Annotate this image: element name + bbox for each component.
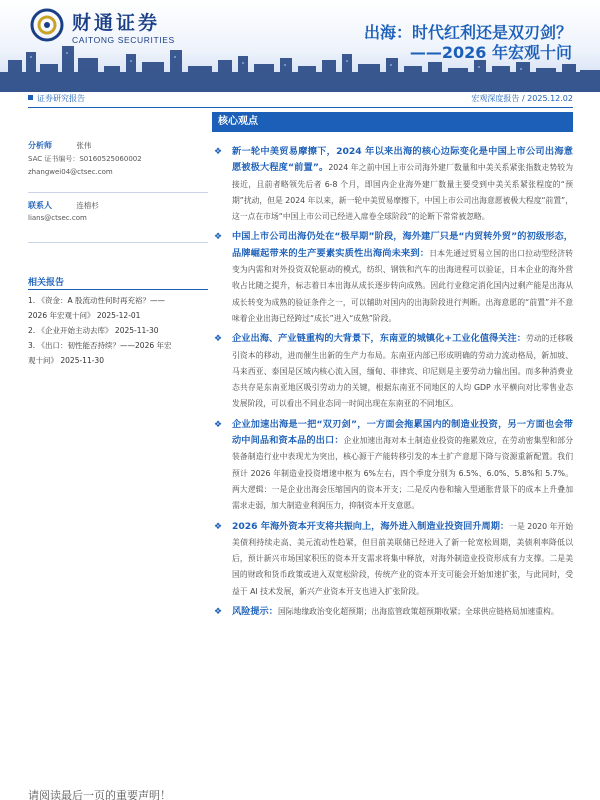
- report-meta-bar: [28, 93, 573, 107]
- logo-mark-icon: [30, 8, 64, 42]
- core-paragraph-lead: 新一轮中美贸易摩擦下，2024 年以来出海的核心边际变化是中国上市公司出海意愿被极大程度“前置”。: [232, 146, 573, 174]
- report-type-label: [28, 93, 85, 104]
- core-paragraph-lead: 2026 年海外资本开支将共振向上，海外进入制造业投资回升周期：: [232, 520, 510, 532]
- core-paragraph-body: 劳动的迁移吸引资本的移动，进而催生出新的生产力布局。东南亚内部已形成明确的劳动力流动格局，新加坡、马来西亚、泰国是区域内核心流入国，缅甸、菲律宾、印尼则是主要劳动力输出国。而多种消费业态共存是东南亚地区吸引劳动力的关键，根据东南亚不同地区的人均 GDP 水平横向对比零售业态发展阶段，可以看出不同业态同一时间出现在东南亚的不同地区。: [232, 334, 573, 409]
- core-paragraph-lead: 中国上市公司出海仍处在“极早期”阶段，海外建厂只是“内贸转外贸”的初级形态，品牌崛起带来的生产要素实质性出海尚未来到：: [232, 231, 573, 259]
- core-paragraph: [212, 144, 573, 225]
- analyst-sac-number: SAC 证书编号：S0160525060002: [28, 155, 142, 163]
- core-paragraph-text: [232, 417, 573, 515]
- diamond-bullet-icon: ❖: [214, 607, 223, 618]
- core-paragraph-text: [232, 229, 573, 327]
- contact-email[interactable]: lians@ctsec.com: [28, 214, 87, 222]
- logo-english-name: CAITONG SECURITIES: [72, 35, 175, 45]
- core-paragraph-body: 一是 2020 年开始美债利持续走高、美元流动性趋紧，但目前美联储已经进入了新一轮宽松周期，美债利率降低以后，预计新兴市场国家积压的资本开支需求将集中释放，对海外制造业投资形成有力支撑。二是美国的财政和货币政策或进入双宽松阶段，传统产业的资本开支可能会开始加速扩张，与此同时，受益于 AI 技术发展，新兴产业资本开支也进入扩张阶段。: [232, 521, 573, 596]
- report-title-main: 出海：时代红利还是双刃剑？: [363, 23, 572, 42]
- report-title-sub: ——2026 年宏观十问: [409, 43, 572, 62]
- analyst-row: [28, 140, 208, 154]
- core-views-heading: 核心观点: [212, 112, 573, 132]
- square-bullet-icon: [28, 95, 33, 100]
- core-paragraph: [212, 331, 573, 412]
- core-paragraph-text: [232, 519, 573, 600]
- related-report-item[interactable]: 1. 《资金：A 股流动性何时再充裕？——: [28, 296, 166, 305]
- related-reports-title: 相关报告: [28, 278, 65, 288]
- diamond-bullet-icon: ❖: [214, 232, 223, 243]
- core-paragraph-body: 2024 年之前中国上市公司海外建厂数量和中美关系紧张指数走势较为接近，且前者略领先后者 6-8 个月，即国内企业海外建厂数量主要受到中美关系紧张程度的“预期”扰动，但是 2024 年以来，新一轮中美贸易摩擦下，中国上市公司出海意愿被极大程度“前置”，这一点在市场“中国上市公司已经进入席卷全球阶段”的论断下常常被忽略。: [232, 163, 573, 222]
- related-report-item[interactable]: 3. 《出口：韧性能否持续？——2026 年宏: [28, 341, 172, 350]
- footer-disclaimer-note: 请阅读最后一页的重要声明！: [28, 789, 171, 800]
- risk-paragraph-lead: 风险提示：: [232, 606, 278, 618]
- core-paragraph: [212, 229, 573, 327]
- risk-paragraph: [212, 604, 573, 620]
- related-report-item[interactable]: 2. 《企业开始主动去库》 2025-11-30: [28, 326, 159, 335]
- related-reports-list: [28, 293, 208, 368]
- contact-role: 联系人: [28, 201, 52, 210]
- analyst-email[interactable]: zhangwei04@ctsec.com: [28, 168, 113, 176]
- diamond-bullet-icon: ❖: [214, 147, 223, 157]
- diamond-bullet-icon: ❖: [214, 521, 223, 532]
- header-divider: [28, 107, 573, 108]
- contact-row: [28, 200, 208, 214]
- core-paragraph: [212, 519, 573, 600]
- report-category-date: 宏观深度报告 / 2025.12.02: [471, 94, 573, 103]
- sidebar-divider: [28, 192, 208, 193]
- related-report-item[interactable]: 2026 年宏观十问》 2025-12-01: [28, 311, 141, 320]
- core-paragraph-text: [232, 144, 573, 225]
- core-paragraph-text: [232, 331, 573, 412]
- core-paragraph-body: 企业加速出海对本土制造业投资的拖累效应，在劳动密集型和部分装备制造行业中表现尤为突出，核心源于产能转移引发的本土扩产意愿下降与资源重新配置。我们预计 2026 年制造业投资增速中枢为 6%左右，四个季度分别为 6.5%、6.0%、5.8%和 5.7%。两大逻辑：一是企业出海会压缩国内的资本开支；二是反内卷和输入型通胀背景下的成本上升叠加需求走弱，加大制造业利润压力，抑制资本开支意愿。: [232, 436, 574, 511]
- sidebar-divider: [28, 242, 208, 243]
- core-paragraph-lead: 企业出海、产业链重构的大背景下，东南亚的城镇化+工业化值得关注：: [232, 333, 526, 345]
- risk-paragraph-text: [232, 604, 573, 620]
- core-views-content: [212, 144, 573, 624]
- related-reports-divider: [28, 289, 208, 290]
- analyst-name: 张伟: [76, 141, 92, 150]
- company-logo: [30, 8, 180, 50]
- report-header: [0, 0, 600, 92]
- analyst-role: 分析师: [28, 141, 52, 150]
- risk-paragraph-body: 国际地缘政治变化超预期；出海监管政策超预期收紧；全球供应链格局加速重构。: [277, 607, 559, 617]
- core-paragraph-lead: 企业加速出海是一把“双刃剑”，一方面会拖累国内的制造业投资，另一方面也会带动中间品和资本品的出口：: [232, 418, 573, 447]
- report-type-text: 证券研究报告: [37, 94, 85, 103]
- diamond-bullet-icon: ❖: [214, 419, 223, 430]
- core-paragraph: [212, 417, 573, 515]
- diamond-bullet-icon: ❖: [214, 334, 223, 345]
- analyst-sidebar: [28, 140, 208, 228]
- contact-name: 连榕杉: [76, 201, 99, 210]
- logo-chinese-name: 财通证券: [72, 12, 161, 34]
- related-report-item[interactable]: 观十问》 2025-11-30: [28, 356, 104, 365]
- core-paragraph-body: 日本先通过贸易立国的出口拉动型经济转变为内需和对外投资双轮驱动的模式，纺织、钢铁和汽车的出海进程可以验证，日本企业的海外营收占比随之提升，标志着日本出海从成长逐步转向成熟。因此行业稳定消化国内过剩产能是出海从成长转变为成熟的验证条件之一，可以辅助对国内的出海阶段进行判断。出海意愿的“前置”并不意味着企业出海已经跨过“成长”进入“成熟”阶段。: [232, 248, 573, 323]
